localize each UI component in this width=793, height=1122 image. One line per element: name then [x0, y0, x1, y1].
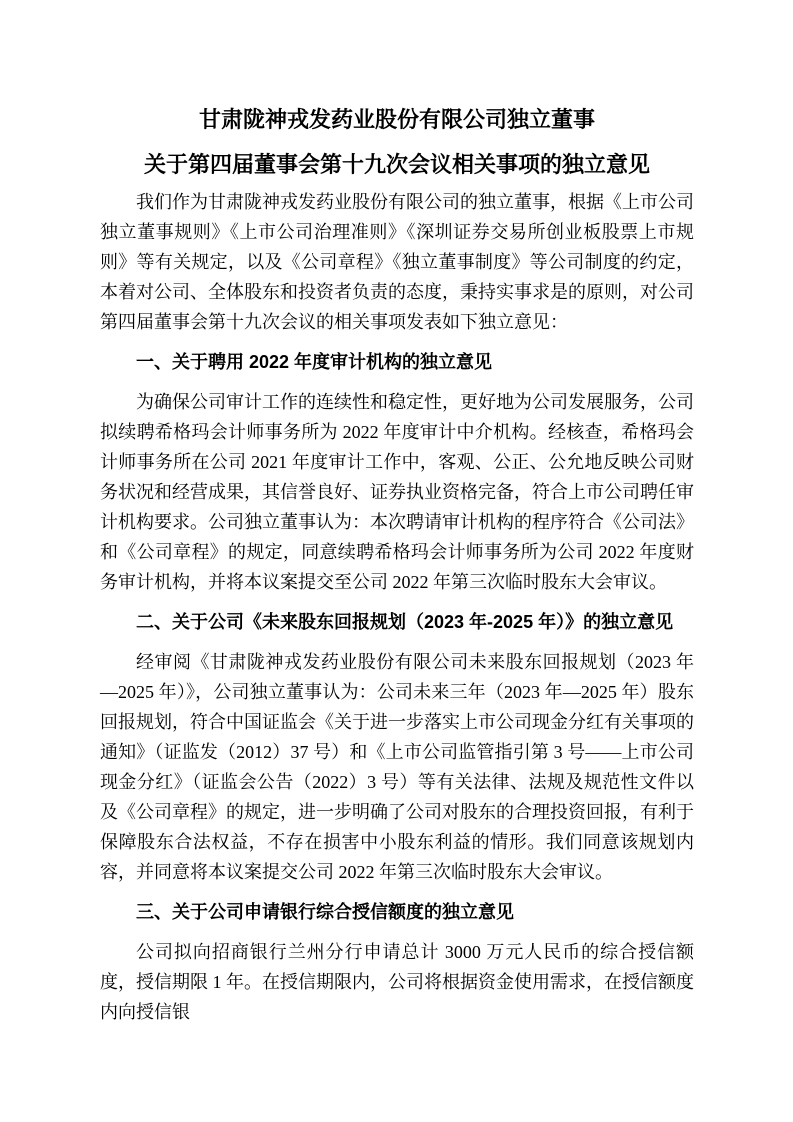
- section-2-heading: 二、关于公司《未来股东回报规划（2023 年-2025 年）》的独立意见: [136, 612, 674, 632]
- document-title-line-1: 甘肃陇神戎发药业股份有限公司独立董事: [198, 107, 595, 132]
- intro-paragraph: 我们作为甘肃陇神戎发药业股份有限公司的独立董事，根据《上市公司独立董事规则》《上市公司治理准则》《深圳证券交易所创业板股票上市规则》等有关规定，以及《公司章程》《独立董事制度》等公司制度的约定，本着对公司、全体股东和投资者负责的态度，秉持实事求是的原则，对公司第四届董事会第十九次会议的相关事项发表如下独立意见：: [100, 192, 694, 332]
- section-1-paragraph: 为确保公司审计工作的连续性和稳定性，更好地为公司发展服务，公司拟续聘希格玛会计师事务所为 2022 年度审计中介机构。经核查，希格玛会计师事务所在公司 2021 年度审计工作中，客观、公正、公允地反映公司财务状况和经营成果，其信誉良好、证券执业资格完备，符合上市公司聘任审计机构要求。公司独立董事认为：本次聘请审计机构的程序符合《公司法》和《公司章程》的规定，同意续聘希格玛会计师事务所为公司 2022 年度财务审计机构，并将本议案提交至公司 2022 年第三次临时股东大会审议。: [100, 392, 694, 592]
- section-1-heading: 一、关于聘用 2022 年度审计机构的独立意见: [136, 352, 493, 372]
- section-2-paragraph: 经审阅《甘肃陇神戎发药业股份有限公司未来股东回报规划（2023 年—2025 年）》，公司独立董事认为：公司未来三年（2023 年—2025 年）股东回报规划，符合中国证监会《关于进一步落实上市公司现金分红有关事项的通知》（证监发（2012）37 号）和《上市公司监管指引第 3 号——上市公司现金分红》（证监会公告（2022）3 号）等有关法律、法规及规范性文件以及《公司章程》的规定，进一步明确了公司对股东的合理投资回报，有利于保障股东合法权益，不存在损害中小股东利益的情形。我们同意该规划内容，并同意将本议案提交公司 2022 年第三次临时股东大会审议。: [100, 652, 694, 882]
- section-3-heading: 三、关于公司申请银行综合授信额度的独立意见: [136, 902, 514, 922]
- section-3-paragraph: 公司拟向招商银行兰州分行申请总计 3000 万元人民币的综合授信额度，授信期限 1 年。在授信期限内，公司将根据资金使用需求，在授信额度内向授信银: [100, 942, 694, 1022]
- document-title-line-2: 关于第四届董事会第十九次会议相关事项的独立意见: [143, 152, 650, 177]
